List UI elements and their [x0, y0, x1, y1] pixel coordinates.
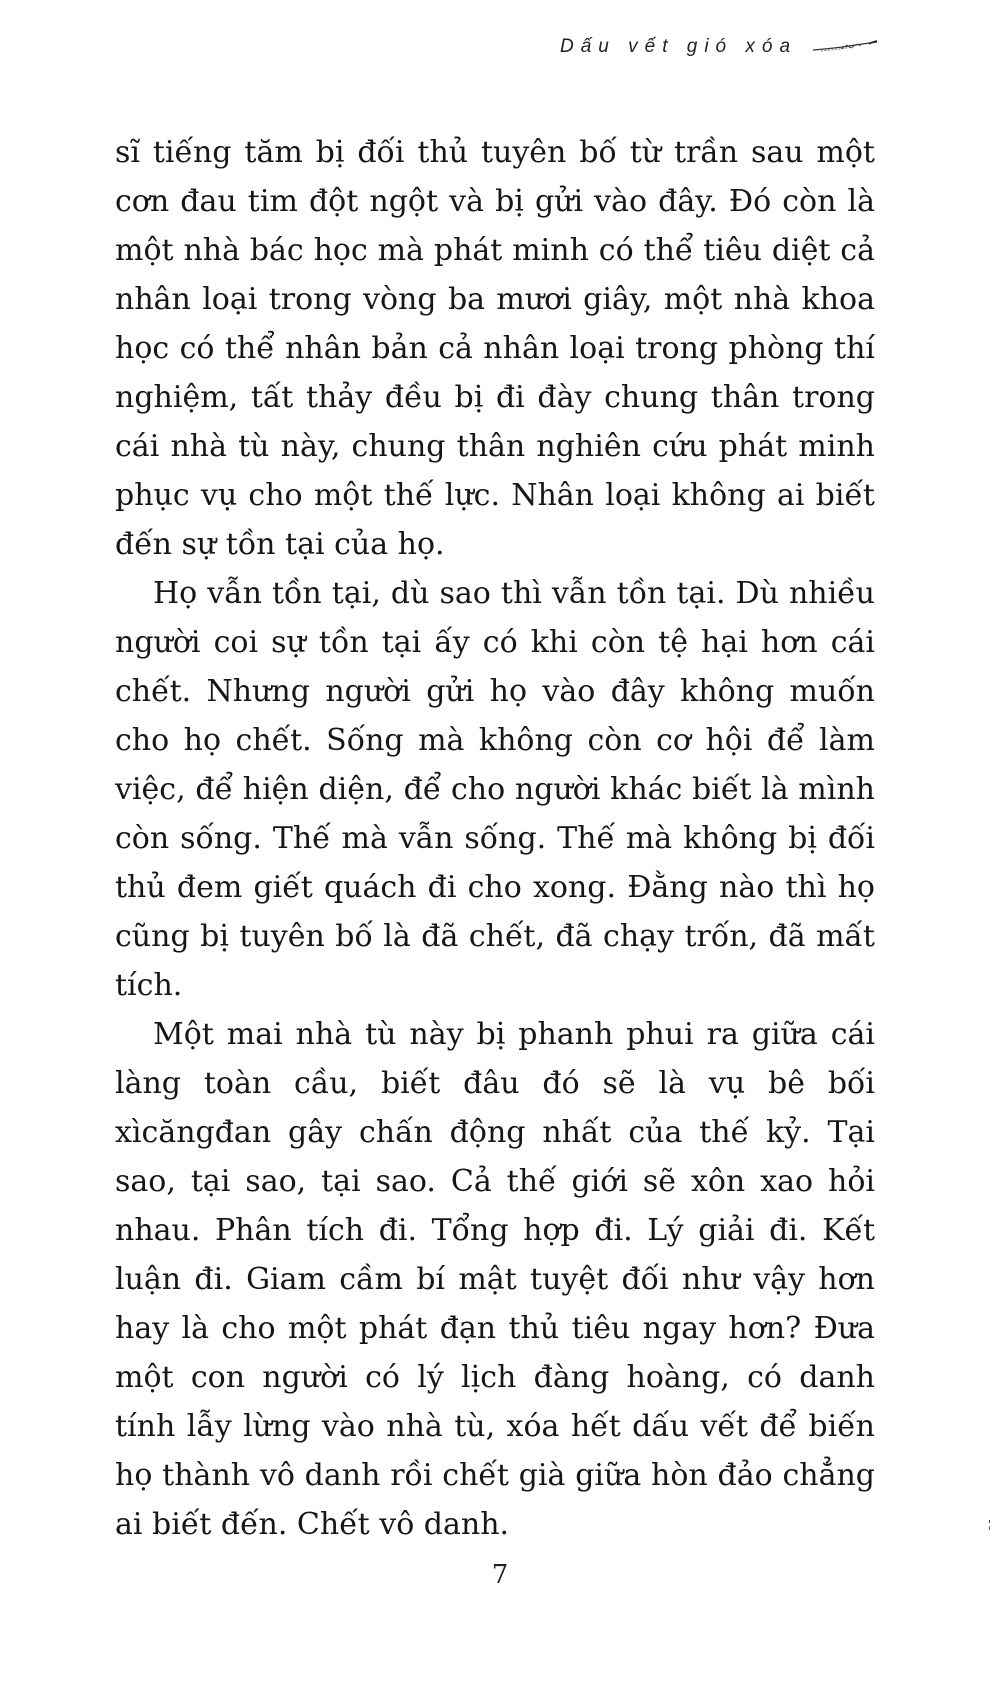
- paragraph: Họ vẫn tồn tại, dù sao thì vẫn tồn tại. Dù nhiều người coi sự tồn tại ấy có khi còn tệ hại hơn cái chết. Nhưng người gửi họ vào đây không muốn cho họ chết. Sống mà không còn cơ hội để làm việc, để hiện diện, để cho người khác biết là mình còn sống. Thế mà vẫn sống. Thế mà không bị đối thủ đem giết quách đi cho xong. Đằng nào thì họ cũng bị tuyên bố là đã chết, đã chạy trốn, đã mất tích.: [115, 576, 875, 1003]
- scan-speck-icon: [988, 1520, 991, 1534]
- decorative-flourish-icon: [811, 40, 879, 54]
- page-number: 7: [491, 1560, 509, 1590]
- running-title: Dấu vết gió xóa: [560, 36, 798, 57]
- paragraph: sĩ tiếng tăm bị đối thủ tuyên bố từ trần sau một cơn đau tim đột ngột và bị gửi vào đây. Đó còn là một nhà bác học mà phát minh có thể tiêu diệt cả nhân loại trong vòng ba mươi giây, một nhà khoa học có thể nhân bản cả nhân loại trong phòng thí nghiệm, tất thảy đều bị đi đày chung thân trong cái nhà tù này, chung thân nghiên cứu phát minh phục vụ cho một thế lực. Nhân loại không ai biết đến sự tồn tại của họ.: [115, 135, 875, 562]
- paragraph: Một mai nhà tù này bị phanh phui ra giữa cái làng toàn cầu, biết đâu đó sẽ là vụ bê bối xìcăngđan gây chấn động nhất của thế kỷ. Tại sao, tại sao, tại sao. Cả thế giới sẽ xôn xao hỏi nhau. Phân tích đi. Tổng hợp đi. Lý giải đi. Kết luận đi. Giam cầm bí mật tuyệt đối như vậy hơn hay là cho một phát đạn thủ tiêu ngay hơn? Đưa một con người có lý lịch đàng hoàng, có danh tính lẫy lừng vào nhà tù, xóa hết dấu vết để biến họ thành vô danh rồi chết già giữa hòn đảo chẳng ai biết đến. Chết vô danh.: [115, 1017, 875, 1542]
- running-header: [560, 32, 920, 62]
- body-text: [115, 128, 875, 1549]
